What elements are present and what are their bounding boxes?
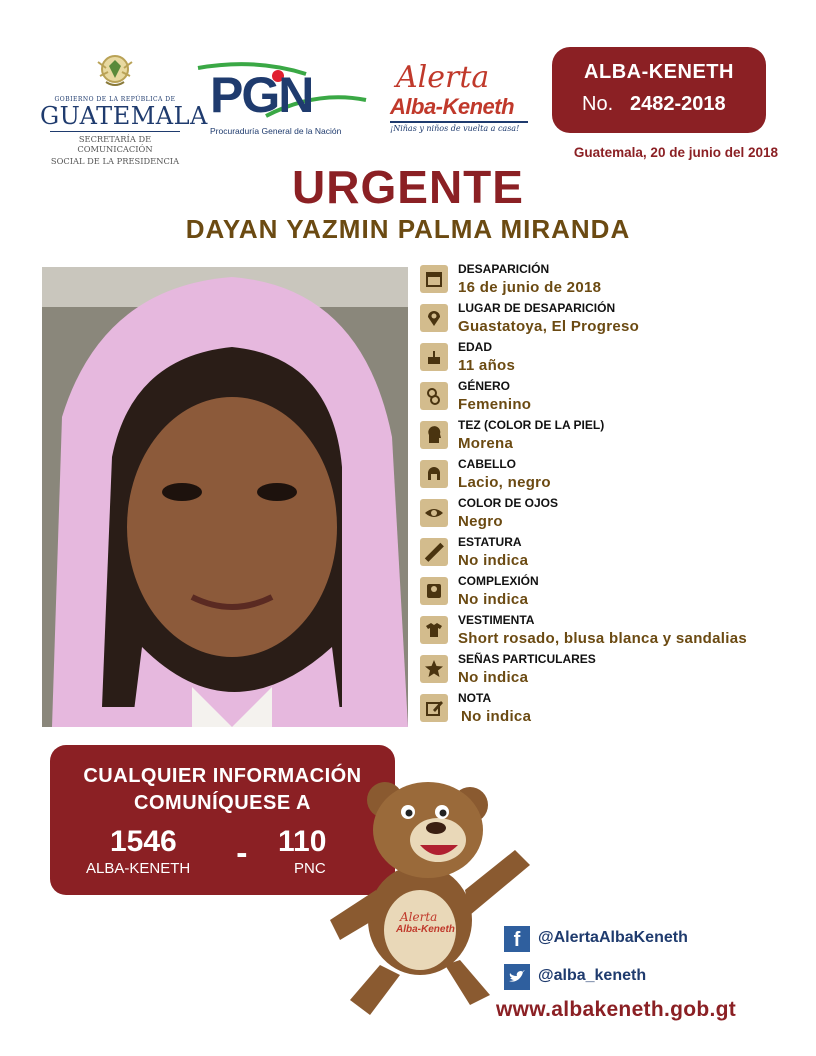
detail-label: TEZ (COLOR DE LA PIEL) [458, 418, 605, 432]
detail-value: 16 de junio de 2018 [458, 279, 602, 296]
alerta-script-text: Alerta [396, 60, 490, 95]
detail-row-ojos [420, 496, 800, 535]
detail-value: 11 años [458, 357, 516, 374]
detail-value: Negro [458, 513, 503, 530]
gov-small-line: GOBIERNO DE LA REPÚBLICA DE [54, 96, 176, 103]
case-number-label: No. [582, 93, 614, 115]
detail-label: CABELLO [458, 457, 516, 471]
detail-label: DESAPARICIÓN [458, 262, 550, 276]
twitter-icon [504, 964, 530, 990]
missing-person-name: DAYAN YAZMIN PALMA MIRANDA [185, 214, 631, 244]
detail-value: Morena [458, 435, 514, 452]
phone-number-pnc[interactable]: 110 [278, 825, 327, 858]
shirt-icon [420, 616, 448, 644]
contact-line-1: CUALQUIER INFORMACIÓN [83, 765, 362, 787]
birthday-cake-icon [420, 343, 448, 371]
location-pin-icon [420, 304, 448, 332]
facebook-handle[interactable]: @AlertaAlbaKeneth [538, 929, 688, 946]
gov-name: GUATEMALA [40, 102, 208, 130]
detail-value: Femenino [458, 396, 532, 413]
detail-label: VESTIMENTA [458, 613, 535, 627]
case-title: ALBA-KENETH [584, 61, 734, 83]
detail-value: No indica [461, 708, 532, 725]
ruler-icon [420, 538, 448, 566]
divider [390, 121, 528, 123]
head-silhouette-icon [420, 421, 448, 449]
detail-row-tez [420, 418, 800, 457]
bear-badge-name: Alba-Keneth [396, 924, 455, 935]
missing-person-photo [42, 267, 408, 727]
detail-row-nota [420, 691, 800, 730]
urgent-heading: URGENTE [292, 161, 524, 213]
pgn-logo-text: PGN [210, 67, 313, 123]
detail-row-cabello [420, 457, 800, 496]
phone-number-alba-keneth[interactable]: 1546 [110, 825, 177, 858]
gender-icon [420, 382, 448, 410]
portrait-illustration [42, 267, 408, 727]
bear-badge-script: Alerta [400, 910, 438, 924]
note-edit-icon [420, 694, 448, 722]
detail-value: Guastatoya, El Progreso [458, 318, 640, 335]
bear-mascot-illustration [320, 770, 535, 1020]
twitter-handle[interactable]: @alba_keneth [538, 967, 647, 984]
detail-label: SEÑAS PARTICULARES [458, 652, 596, 666]
star-icon [420, 655, 448, 683]
divider [50, 131, 180, 132]
eye-icon [420, 499, 448, 527]
detail-row-estatura [420, 535, 800, 574]
coat-of-arms-icon [94, 48, 136, 90]
detail-label: COMPLEXIÓN [458, 574, 539, 588]
case-number-box [552, 47, 766, 133]
alerta-name-text: Alba-Keneth [390, 94, 515, 119]
alerta-alba-keneth-logo [382, 60, 542, 150]
facebook-icon: f [504, 926, 530, 952]
detail-label: COLOR DE OJOS [458, 496, 559, 510]
detail-label: LUGAR DE DESAPARICIÓN [458, 301, 616, 315]
gov-sub-1: SECRETARÍA DE COMUNICACIÓN [77, 134, 153, 154]
detail-row-complexion [420, 574, 800, 613]
number-separator: - [236, 837, 248, 870]
issue-date: Guatemala, 20 de junio del 2018 [573, 145, 778, 160]
alerta-tagline: ¡Niñas y niños de vuelta a casa! [390, 124, 520, 133]
pgn-subtitle: Procuraduría General de la Nación [210, 126, 342, 136]
detail-label: ESTATURA [458, 535, 522, 549]
phone-label-alba-keneth: ALBA-KENETH [86, 860, 191, 877]
detail-row-vestimenta [420, 613, 800, 652]
detail-row-lugar [420, 301, 800, 340]
contact-line-2: COMUNÍQUESE A [134, 792, 311, 814]
case-number: 2482-2018 [630, 93, 726, 115]
detail-row-desaparicion [420, 262, 800, 301]
website-link[interactable]: www.albakeneth.gob.gt [496, 998, 737, 1021]
detail-value: Short rosado, blusa blanca y sandalias [458, 630, 747, 647]
detail-label: NOTA [458, 691, 492, 705]
detail-value: No indica [458, 552, 529, 569]
hair-icon [420, 460, 448, 488]
detail-row-edad [420, 340, 800, 379]
guatemala-government-logo [40, 44, 208, 166]
detail-row-senas [420, 652, 800, 691]
bear-mascot [320, 770, 535, 1020]
gov-sub-2: SOCIAL DE LA PRESIDENCIA [50, 156, 180, 166]
calendar-icon [420, 265, 448, 293]
details-list [420, 262, 800, 730]
detail-value: Lacio, negro [458, 474, 551, 491]
scale-icon [420, 577, 448, 605]
detail-value: No indica [458, 591, 529, 608]
detail-value: No indica [458, 669, 529, 686]
pgn-logo [196, 60, 371, 145]
detail-label: GÉNERO [458, 379, 511, 393]
detail-label: EDAD [458, 340, 493, 354]
phone-label-pnc: PNC [294, 860, 326, 877]
detail-row-genero [420, 379, 800, 418]
